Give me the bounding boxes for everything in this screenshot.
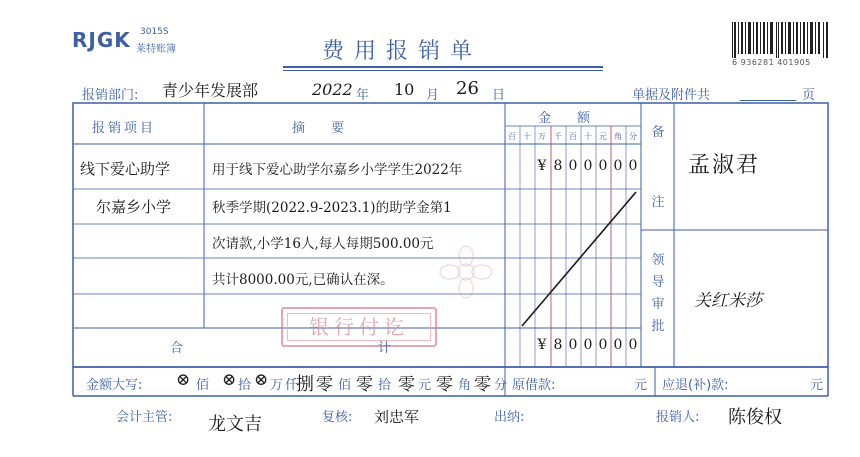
col-item-header: 报销项目 <box>92 121 157 136</box>
capital-label: 金额大写: <box>86 378 143 393</box>
amount-digit: 0 <box>583 158 593 174</box>
total-digit: 0 <box>598 337 608 353</box>
day-label: 日 <box>492 88 506 103</box>
day-value: 26 <box>456 78 479 99</box>
refund-unit: 元 <box>810 378 824 393</box>
capital-fen-mark: 零 <box>474 375 491 395</box>
capital-bai-label: 佰 <box>196 378 210 393</box>
item-line-2: 尔嘉乡小学 <box>96 198 172 216</box>
loan-label: 原借款: <box>512 378 556 393</box>
capital-shi-label: 拾 <box>238 378 252 393</box>
logo-brand: 莱特账簿 <box>136 44 176 55</box>
year-value: 2022 <box>312 80 353 99</box>
col-amount-header: 金 额 <box>538 111 591 126</box>
digit-header: 十 <box>523 132 531 141</box>
capital-shi-mark: ⊗ <box>222 370 237 390</box>
capital-qian-label: 仟 <box>285 378 299 393</box>
approve-char-2: 导 <box>651 275 665 290</box>
total-label-2: 计 <box>378 341 392 356</box>
paid-stamp-text: 银行付讫 <box>309 315 409 339</box>
digit-header: 角 <box>614 132 622 141</box>
capital-wan-label: 万 <box>270 378 284 393</box>
capital-qian-mark: 捌 <box>296 374 314 395</box>
capital-shi2-mark: 零 <box>356 375 373 395</box>
loan-unit: 元 <box>634 378 648 393</box>
approve-char-1: 领 <box>651 253 665 268</box>
capital-bai-mark: ⊗ <box>176 370 191 390</box>
amount-digit: 0 <box>628 158 638 174</box>
capital-bai2-label: 佰 <box>338 378 352 393</box>
review-label: 复核: <box>322 410 353 425</box>
barcode-number: 6 936281 401905 <box>732 58 811 67</box>
capital-fen-label: 分 <box>494 378 508 393</box>
capital-jiao-mark: 零 <box>436 375 453 395</box>
summary-line-4: 共计8000.00元,已确认在深。 <box>212 272 394 288</box>
capital-bai2-mark: 零 <box>316 375 333 395</box>
total-digit: 8 <box>553 337 563 353</box>
attach-unit: 页 <box>802 88 816 103</box>
total-digit: 0 <box>628 337 638 353</box>
item-line-1: 线下爱心助学 <box>80 160 171 178</box>
cashier-label: 出纳: <box>494 410 525 425</box>
dept-value: 青少年发展部 <box>162 81 259 100</box>
watermark-flower-icon <box>436 242 496 302</box>
total-digit: 0 <box>613 337 623 353</box>
col-summary-header: 摘 要 <box>292 121 345 136</box>
amount-digit: 8 <box>553 158 563 174</box>
claimant-value: 陈俊权 <box>728 407 782 428</box>
digit-header: 百 <box>508 132 516 141</box>
approve-char-4: 批 <box>651 319 665 334</box>
amount-digit: 0 <box>568 158 578 174</box>
digit-header: 元 <box>599 132 607 141</box>
total-digit: 0 <box>583 337 593 353</box>
review-value: 刘忠军 <box>374 408 420 426</box>
dept-label: 报销部门: <box>82 88 139 103</box>
amount-digit: 0 <box>613 158 623 174</box>
logo-model: 3015S <box>140 27 169 37</box>
year-label: 年 <box>356 88 370 103</box>
col-remark-1: 备 <box>651 125 665 140</box>
total-digit: 0 <box>568 337 578 353</box>
capital-yuan-label: 元 <box>418 378 432 393</box>
brand-logo: RJGK <box>72 28 131 52</box>
capital-yuan-mark: 零 <box>398 375 415 395</box>
capital-jiao-label: 角 <box>458 378 472 393</box>
summary-line-1: 用于线下爱心助学尔嘉乡小学学生2022年 <box>212 162 463 178</box>
paid-stamp <box>281 307 437 347</box>
digit-header: 千 <box>554 132 562 141</box>
approver-signature: 关红米莎 <box>694 291 762 311</box>
amount-digit: 0 <box>598 158 608 174</box>
total-digit: ¥ <box>537 337 547 353</box>
amount-digit: ¥ <box>537 158 547 174</box>
summary-line-3: 次请款,小学16人,每人每期500.00元 <box>212 236 434 252</box>
form-title: 费用报销单 <box>322 39 483 64</box>
total-label-1: 合 <box>170 341 184 356</box>
digit-header: 万 <box>538 132 546 141</box>
digit-header: 百 <box>569 132 577 141</box>
capital-wan-mark: ⊗ <box>254 370 269 390</box>
month-value: 10 <box>394 80 415 99</box>
remark-value: 孟淑君 <box>688 153 761 178</box>
col-remark-2: 注 <box>651 195 665 210</box>
attach-label: 单据及附件共 <box>632 88 711 103</box>
month-label: 月 <box>426 88 440 103</box>
digit-header: 分 <box>629 132 637 141</box>
claimant-label: 报销人: <box>656 410 700 425</box>
supervisor-value: 龙文吉 <box>208 414 262 435</box>
approve-char-3: 审 <box>651 297 665 312</box>
capital-shi2-label: 拾 <box>378 378 392 393</box>
supervisor-label: 会计主管: <box>116 410 173 425</box>
refund-label: 应退(补)款: <box>662 378 729 393</box>
digit-header: 十 <box>584 132 592 141</box>
summary-line-2: 秋季学期(2022.9-2023.1)的助学金第1 <box>212 200 452 216</box>
